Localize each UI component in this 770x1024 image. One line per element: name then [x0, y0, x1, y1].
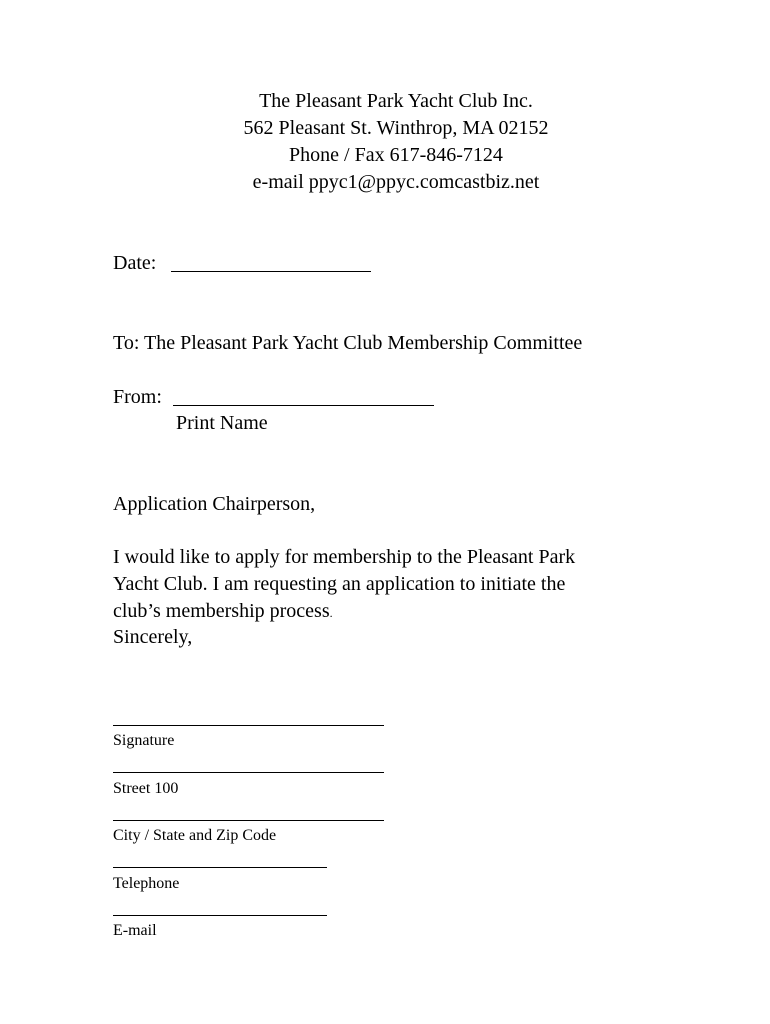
date-label: Date:: [113, 252, 157, 274]
body-line-3: [113, 598, 333, 626]
date-field[interactable]: [171, 271, 371, 272]
from-name-field[interactable]: [173, 405, 434, 406]
telephone-label: Telephone: [113, 875, 180, 892]
email-label: E-mail: [113, 922, 157, 939]
salutation: Application Chairperson,: [113, 493, 316, 515]
email-field[interactable]: [113, 915, 327, 916]
signature-field[interactable]: [113, 725, 384, 726]
closing: Sincerely,: [113, 626, 193, 648]
club-email: e-mail ppyc1@ppyc.comcastbiz.net: [252, 171, 540, 193]
club-phone: Phone / Fax 617-846-7124: [289, 144, 503, 166]
body-line-2: Yacht Club. I am requesting an application to initiate the: [113, 573, 566, 595]
body-line-1: I would like to apply for membership to the Pleasant Park: [113, 546, 576, 568]
telephone-field[interactable]: [113, 867, 327, 868]
body-line-3-period: .: [329, 606, 333, 620]
street-field[interactable]: [113, 772, 384, 773]
from-label: From:: [113, 386, 162, 408]
street-label: Street 100: [113, 780, 179, 797]
club-name: The Pleasant Park Yacht Club Inc.: [259, 90, 533, 112]
city-state-zip-label: City / State and Zip Code: [113, 827, 277, 844]
club-address: 562 Pleasant St. Winthrop, MA 02152: [243, 117, 549, 139]
city-state-zip-field[interactable]: [113, 820, 384, 821]
signature-label: Signature: [113, 732, 175, 749]
to-line: To: The Pleasant Park Yacht Club Membership Committee: [113, 332, 583, 354]
body-line-3-text: club’s membership process: [113, 600, 330, 622]
print-name-label: Print Name: [176, 412, 268, 434]
